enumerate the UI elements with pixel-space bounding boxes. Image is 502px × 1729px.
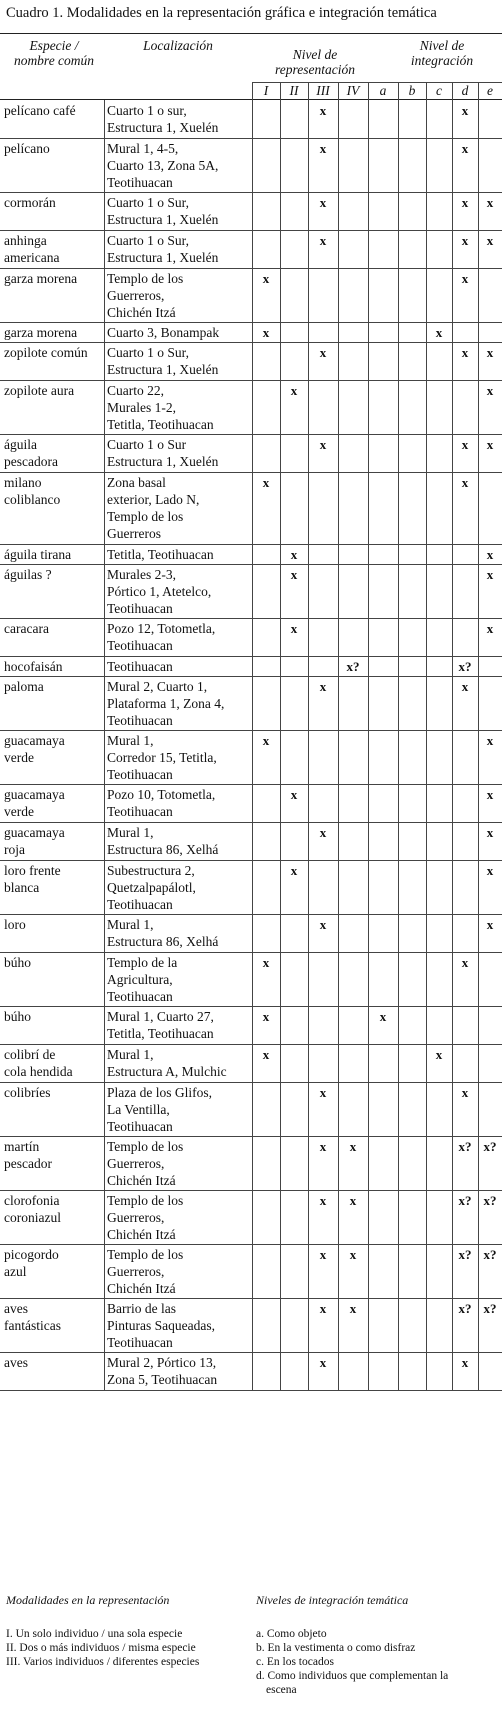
- mark-iii: x: [319, 103, 327, 118]
- location-cell: Mural 1, Corredor 15, Tetitla, Teotihuacan: [107, 733, 217, 782]
- species-cell: zopilote común: [4, 345, 88, 360]
- column-divider: [338, 82, 339, 100]
- species-cell: anhinga americana: [4, 233, 60, 265]
- mark-iii: x: [319, 195, 327, 210]
- column-divider: [452, 100, 453, 1390]
- species-cell: garza morena: [4, 271, 78, 286]
- mark-e: x: [486, 383, 494, 398]
- legend-item: b. En la vestimenta o como disfraz: [256, 1642, 416, 1654]
- mark-iii: x: [319, 825, 327, 840]
- column-divider: [368, 100, 369, 1390]
- column-divider: [338, 100, 339, 1390]
- legend-item: I. Un solo individuo / una sola especie: [6, 1628, 183, 1640]
- mark-ii: x: [290, 863, 298, 878]
- mark-c: x: [435, 325, 443, 340]
- mark-d: x: [461, 141, 469, 156]
- mark-d: x?: [458, 659, 472, 674]
- mark-d: x?: [458, 1139, 472, 1154]
- location-cell: Zona basal exterior, Lado N, Templo de los Guerreros: [107, 475, 200, 541]
- location-cell: Tetitla, Teotihuacan: [107, 547, 214, 562]
- species-cell: pelícano café: [4, 103, 76, 118]
- mark-i: x: [262, 955, 270, 970]
- mark-iii: x: [319, 141, 327, 156]
- location-cell: Templo de los Guerreros, Chichén Itzá: [107, 1247, 184, 1296]
- location-cell: Barrio de las Pinturas Saqueadas, Teotihuacan: [107, 1301, 215, 1350]
- species-cell: loro frente blanca: [4, 863, 61, 895]
- column-divider: [426, 82, 427, 100]
- mark-d: x: [461, 679, 469, 694]
- legend-item: d. Como individuos que complementan la: [256, 1670, 449, 1682]
- location-cell: Mural 1, Estructura 86, Xelhá: [107, 917, 219, 949]
- column-divider: [252, 82, 253, 100]
- mark-i: x: [262, 1009, 270, 1024]
- mark-e: x: [486, 863, 494, 878]
- species-cell: paloma: [4, 679, 44, 694]
- species-cell: águila pescadora: [4, 437, 58, 469]
- column-divider: [280, 82, 281, 100]
- column-divider: [478, 82, 479, 100]
- column-header-c: c: [436, 83, 442, 98]
- mark-iv: x?: [346, 659, 360, 674]
- column-header-b: b: [408, 83, 416, 98]
- location-cell: Cuarto 3, Bonampak: [107, 325, 220, 340]
- mark-iii: x: [319, 1085, 327, 1100]
- mark-c: x: [435, 1047, 443, 1062]
- legend-item: II. Dos o más individuos / misma especie: [6, 1642, 196, 1654]
- mark-d: x: [461, 1355, 469, 1370]
- mark-iii: x: [319, 917, 327, 932]
- location-cell: Mural 2, Pórtico 13, Zona 5, Teotihuacan: [107, 1355, 218, 1387]
- mark-d: x?: [458, 1193, 472, 1208]
- mark-e: x?: [483, 1139, 497, 1154]
- location-cell: Templo de la Agricultura, Teotihuacan: [107, 955, 178, 1004]
- location-cell: Mural 2, Cuarto 1, Plataforma 1, Zona 4, Teotihuacan: [107, 679, 225, 728]
- species-cell: martín pescador: [4, 1139, 52, 1171]
- mark-e: x: [486, 547, 494, 562]
- mark-i: x: [262, 733, 270, 748]
- mark-i: x: [262, 475, 270, 490]
- column-divider: [308, 82, 309, 100]
- species-cell: aves fantásticas: [4, 1301, 61, 1333]
- species-cell: picogordo azul: [4, 1247, 59, 1279]
- location-cell: Cuarto 1 o Sur Estructura 1, Xuelén: [107, 437, 219, 469]
- location-cell: Plaza de los Glifos, La Ventilla, Teotihuacan: [107, 1085, 212, 1134]
- species-cell: aves: [4, 1355, 28, 1370]
- species-cell: guacamaya roja: [4, 825, 65, 857]
- mark-e: x: [486, 733, 494, 748]
- mark-i: x: [262, 325, 270, 340]
- species-cell: clorofonia coroniazul: [4, 1193, 61, 1225]
- table-title: Cuadro 1. Modalidades en la representación gráfica e integración temática: [6, 5, 437, 21]
- mark-d: x: [461, 1085, 469, 1100]
- mark-d: x: [461, 955, 469, 970]
- mark-iv: x: [349, 1193, 357, 1208]
- species-cell: loro: [4, 917, 26, 932]
- mark-d: x?: [458, 1301, 472, 1316]
- location-cell: Pozo 12, Totometla, Teotihuacan: [107, 621, 216, 653]
- species-cell: búho: [4, 1009, 31, 1024]
- mark-iii: x: [319, 233, 327, 248]
- column-header-ii: II: [289, 83, 299, 98]
- species-cell: pelícano: [4, 141, 50, 156]
- location-cell: Mural 1, Estructura 86, Xelhá: [107, 825, 219, 857]
- location-cell: Murales 2-3, Pórtico 1, Atetelco, Teotihuacan: [107, 567, 212, 616]
- location-cell: Mural 1, Estructura A, Mulchic: [107, 1047, 227, 1079]
- column-divider: [252, 100, 253, 1390]
- mark-iii: x: [319, 1301, 327, 1316]
- location-cell: Teotihuacan: [107, 659, 173, 674]
- mark-d: x: [461, 233, 469, 248]
- mark-iii: x: [319, 1193, 327, 1208]
- species-cell: guacamaya verde: [4, 733, 65, 765]
- mark-e: x: [486, 437, 494, 452]
- location-cell: Mural 1, 4-5, Cuarto 13, Zona 5A, Teotihuacan: [107, 141, 219, 190]
- header-localizacion: Localización: [143, 38, 213, 53]
- mark-d: x: [461, 345, 469, 360]
- legend-item: c. En los tocados: [256, 1656, 334, 1668]
- column-divider: [104, 100, 105, 1390]
- column-header-d: d: [461, 83, 469, 98]
- location-cell: Cuarto 22, Murales 1-2, Tetitla, Teotihuacan: [107, 383, 214, 432]
- mark-i: x: [262, 1047, 270, 1062]
- column-header-a: a: [379, 83, 387, 98]
- mark-d: x?: [458, 1247, 472, 1262]
- column-divider: [426, 100, 427, 1390]
- mark-e: x: [486, 621, 494, 636]
- mark-e: x: [486, 345, 494, 360]
- column-divider: [398, 82, 399, 100]
- location-cell: Templo de los Guerreros, Chichén Itzá: [107, 1139, 184, 1188]
- mark-iii: x: [319, 1139, 327, 1154]
- mark-d: x: [461, 271, 469, 286]
- column-header-iii: III: [316, 83, 330, 98]
- mark-ii: x: [290, 567, 298, 582]
- species-cell: caracara: [4, 621, 49, 636]
- species-cell: garza morena: [4, 325, 78, 340]
- header-nivel-integracion: Nivel de integración: [410, 38, 474, 68]
- species-cell: búho: [4, 955, 31, 970]
- mark-e: x: [486, 567, 494, 582]
- mark-a: x: [379, 1009, 387, 1024]
- location-cell: Cuarto 1 o sur, Estructura 1, Xuelén: [107, 103, 219, 135]
- mark-iii: x: [319, 679, 327, 694]
- mark-e: x: [486, 195, 494, 210]
- mark-ii: x: [290, 547, 298, 562]
- mark-ii: x: [290, 787, 298, 802]
- mark-iii: x: [319, 345, 327, 360]
- column-divider: [452, 82, 453, 100]
- species-cell: zopilote aura: [4, 383, 75, 398]
- legend-heading-representation: Modalidades en la representación: [6, 1593, 170, 1607]
- legend-item: escena: [266, 1684, 297, 1696]
- species-cell: cormorán: [4, 195, 56, 210]
- species-cell: águila tirana: [4, 547, 72, 562]
- mark-iii: x: [319, 437, 327, 452]
- location-cell: Cuarto 1 o Sur, Estructura 1, Xuelén: [107, 195, 219, 227]
- species-cell: águilas ?: [4, 567, 52, 582]
- mark-e: x: [486, 825, 494, 840]
- column-divider: [398, 100, 399, 1390]
- column-divider: [308, 100, 309, 1390]
- location-cell: Pozo 10, Totometla, Teotihuacan: [107, 787, 216, 819]
- mark-iii: x: [319, 1247, 327, 1262]
- mark-e: x: [486, 787, 494, 802]
- mark-d: x: [461, 437, 469, 452]
- mark-d: x: [461, 195, 469, 210]
- mark-e: x: [486, 917, 494, 932]
- species-cell: colibríes: [4, 1085, 51, 1100]
- header-top-rule: [0, 33, 502, 34]
- species-cell: guacamaya verde: [4, 787, 65, 819]
- legend-item: III. Varios individuos / diferentes especies: [6, 1656, 200, 1668]
- species-cell: milano coliblanco: [4, 475, 61, 507]
- location-cell: Templo de los Guerreros, Chichén Itzá: [107, 1193, 184, 1242]
- header-nivel-representacion: Nivel de representación: [275, 47, 355, 77]
- mark-e: x: [486, 233, 494, 248]
- mark-ii: x: [290, 621, 298, 636]
- header-especie: Especie / nombre común: [13, 38, 95, 68]
- mark-i: x: [262, 271, 270, 286]
- species-cell: colibrí de cola hendida: [4, 1047, 73, 1079]
- mark-iv: x: [349, 1247, 357, 1262]
- column-divider: [280, 100, 281, 1390]
- species-cell: hocofaisán: [4, 659, 63, 674]
- column-divider: [478, 100, 479, 1390]
- location-cell: Cuarto 1 o Sur, Estructura 1, Xuelén: [107, 345, 219, 377]
- row-divider: [0, 1390, 502, 1391]
- column-divider: [368, 82, 369, 100]
- mark-e: x?: [483, 1193, 497, 1208]
- location-cell: Mural 1, Cuarto 27, Tetitla, Teotihuacan: [107, 1009, 214, 1041]
- column-header-i: I: [263, 83, 269, 98]
- mark-iv: x: [349, 1139, 357, 1154]
- mark-e: x?: [483, 1247, 497, 1262]
- location-cell: Cuarto 1 o Sur, Estructura 1, Xuelén: [107, 233, 219, 265]
- mark-iii: x: [319, 1355, 327, 1370]
- column-header-e: e: [487, 83, 493, 98]
- mark-ii: x: [290, 383, 298, 398]
- location-cell: Templo de los Guerreros, Chichén Itzá: [107, 271, 184, 320]
- location-cell: Subestructura 2, Quetzalpapálotl, Teotihuacan: [107, 863, 196, 912]
- legend-heading-integration: Niveles de integración temática: [256, 1593, 409, 1607]
- mark-d: x: [461, 103, 469, 118]
- mark-iv: x: [349, 1301, 357, 1316]
- legend-item: a. Como objeto: [256, 1628, 327, 1640]
- column-header-iv: IV: [346, 83, 360, 98]
- mark-e: x?: [483, 1301, 497, 1316]
- mark-d: x: [461, 475, 469, 490]
